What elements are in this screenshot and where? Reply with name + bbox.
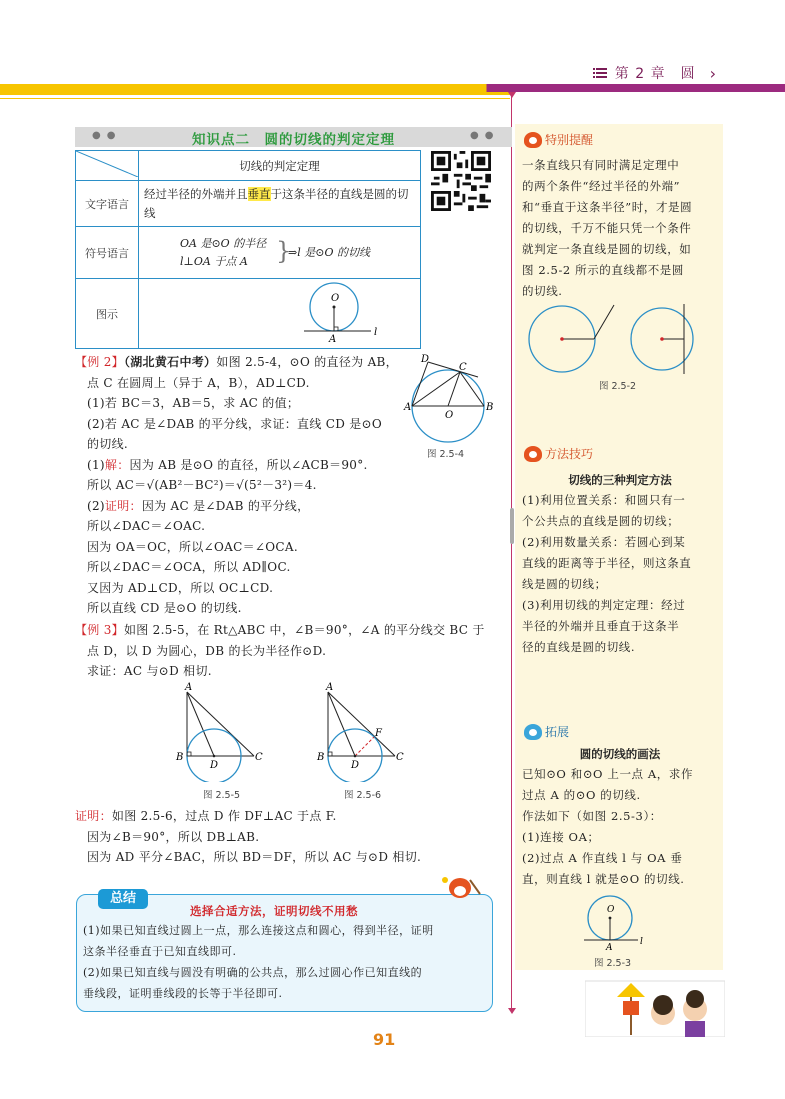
scroll-thumb[interactable] <box>510 508 514 544</box>
figure-2-5-5 <box>174 682 274 782</box>
tip-line: 的切线. <box>522 284 563 298</box>
fig4-label-D: D <box>421 354 430 365</box>
summary-text <box>83 920 488 1004</box>
ex3-p3: 因为 AD 平分∠BAC，所以 BD＝DF，所以 AC 与⊙D 相切. <box>87 850 422 864</box>
fig6-label-F: F <box>375 728 382 739</box>
fox-mascot-icon <box>524 132 542 148</box>
ex2-s1-num: (1) <box>87 457 105 472</box>
example-3-proof <box>75 806 505 868</box>
extend-line: 已知⊙O 和⊙O 上一点 A，求作 <box>522 767 694 781</box>
section-dots-left: ●● <box>92 130 122 141</box>
method-line: 直线的距离等于半径，则这条直 <box>522 556 692 570</box>
fox-mascot-icon <box>524 446 542 462</box>
corner-diagonal <box>76 151 138 177</box>
ex2-q1: 如图 2.5-4，⊙O 的直径为 AB， <box>216 355 398 369</box>
ex2-s3-text: 因为 AC 是∠DAB 的平分线， <box>141 498 310 513</box>
section-dots-right: ●● <box>470 130 500 141</box>
ex3-q1: 如图 2.5-5，在 Rt△ABC 中，∠B＝90°，∠A 的平分线交 BC 于 <box>123 623 485 637</box>
divider-arrow-top <box>508 92 516 98</box>
brace-icon: } <box>276 236 292 265</box>
row-figure <box>139 279 421 349</box>
tip-line: 一条直线只有同时满足定理中 <box>522 158 680 172</box>
fig6-label-A: A <box>326 682 334 693</box>
cartoon-illustration <box>585 975 725 1037</box>
chapter-title: 第 2 章 圆 <box>614 66 696 82</box>
extend-line: (2)过点 A 作直线 l 与 OA 垂 <box>522 851 683 865</box>
fig4-label-B: B <box>486 402 494 413</box>
fig3-caption: 图 2.5-3 <box>593 958 632 969</box>
figure-2-5-6 <box>315 682 415 782</box>
ex3-proof-tag: 证明： <box>75 809 112 823</box>
ex2-source: （湖北黄石中考） <box>123 355 217 369</box>
tip-line: 的切线，千万不能只凭一个条件 <box>522 221 692 235</box>
fig5-caption: 图 2.5-5 <box>202 790 241 801</box>
method-heading <box>524 445 593 462</box>
ex3-line1 <box>75 620 505 641</box>
method-line: (3)利用切线的判定定理：经过 <box>522 598 686 612</box>
header-band <box>0 84 785 92</box>
table-corner <box>76 151 139 181</box>
tip-heading-text: 特别提醒 <box>545 133 594 147</box>
text-pre: 经过半径的外端并且 <box>144 186 248 201</box>
ex3-q2: 点 D，以 D 为圆心，DB 的长为半径作⊙D. <box>87 643 327 658</box>
row-label-text: 文字语言 <box>76 181 139 227</box>
fig4-label-O: O <box>445 410 454 421</box>
chapter-nav[interactable] <box>593 63 717 83</box>
fig5-label-C: C <box>255 752 263 763</box>
ex2-s8: 所以直线 CD 是⊙O 的切线. <box>87 601 242 615</box>
label-O: O <box>331 293 340 304</box>
ex2-s7: 又因为 AD⊥CD，所以 OC⊥CD. <box>87 580 274 595</box>
chevron-right-icon[interactable]: › <box>709 63 717 83</box>
extend-line: (1)连接 OA； <box>522 830 600 844</box>
row-label-figure: 图示 <box>76 279 139 349</box>
ex3-p1-text: 如图 2.5-6，过点 D 作 DF⊥AC 于点 F. <box>111 809 337 823</box>
section-title: 知识点二 圆的切线的判定定理 <box>192 132 395 148</box>
ex3-p1 <box>75 806 505 827</box>
fig5-label-B: B <box>176 752 184 763</box>
extend-text <box>522 764 722 890</box>
figure-2-5-3 <box>580 894 650 952</box>
fig2-caption: 图 2.5-2 <box>598 381 637 392</box>
fig3-label-O: O <box>607 905 615 915</box>
text-post: 于这条半径的直线是圆的切线 <box>144 186 409 220</box>
ex2-s5: 因为 OA＝OC，所以∠OAC＝∠OCA. <box>87 539 298 554</box>
example-2 <box>75 352 405 619</box>
fig6-caption: 图 2.5-6 <box>343 790 382 801</box>
method-line: (1)利用位置关系：和圆只有一 <box>522 493 686 507</box>
ex3-p2: 因为∠B＝90°，所以 DB⊥AB. <box>87 829 260 844</box>
row-text-language <box>139 181 421 227</box>
ex2-solution-tag: 解： <box>104 457 130 472</box>
summary-title: 选择合适方法，证明切线不用愁 <box>190 904 358 918</box>
ex2-s1-text: 因为 AB 是⊙O 的直径，所以∠ACB＝90°. <box>129 457 368 472</box>
ex2-tag: 【例 2】 <box>75 355 124 369</box>
extend-line: 作法如下（如图 2.5-3）： <box>522 809 662 823</box>
fig4-caption: 图 2.5-4 <box>426 449 465 460</box>
ex2-s6: 所以∠DAC＝∠OCA，所以 AD∥OC. <box>87 560 291 574</box>
column-divider <box>511 92 512 1010</box>
method-line: 径的直线是圆的切线. <box>522 640 636 654</box>
summary-line1: (1)如果已知直线过圆上一点，那么连接这点和圆心，得到半径，证明 <box>83 924 434 937</box>
figure-2-5-2 <box>522 300 722 378</box>
method-title: 切线的三种判定方法 <box>568 473 672 487</box>
theorem-table <box>75 150 421 349</box>
fig3-label-l: l <box>640 937 643 947</box>
qr-code-icon[interactable] <box>431 151 491 211</box>
method-text <box>522 490 722 658</box>
tip-line: 图 2.5-2 所示的直线都不是圆 <box>522 263 685 277</box>
symbol-line2: l⊥OA 于点 A <box>180 254 248 268</box>
row-label-symbol: 符号语言 <box>76 227 139 279</box>
ex2-line1 <box>75 352 405 373</box>
ex2-q4: (2)若 AC 是∠DAB 的平分线，求证：直线 CD 是⊙O <box>87 416 383 431</box>
header-rule-thin <box>0 98 510 99</box>
extend-line: 过点 A 的⊙O 的切线. <box>522 788 641 802</box>
tip-heading <box>524 131 593 148</box>
method-line: 线是圆的切线； <box>522 577 607 591</box>
header-rule <box>0 92 510 95</box>
page-number: 91 <box>373 1030 396 1049</box>
method-line: (2)利用数量关系：若圆心到某 <box>522 535 686 549</box>
ex2-proof-tag: 证明： <box>104 498 142 513</box>
fig6-label-D: D <box>351 760 360 771</box>
fox-mascot-icon <box>440 874 482 900</box>
fig6-label-C: C <box>396 752 404 763</box>
tip-line: 的两个条件“经过半径的外端” <box>522 179 681 193</box>
ex2-s1 <box>75 455 405 476</box>
ex2-s3-num: (2) <box>87 498 105 513</box>
symbol-result: ⇒l 是⊙O 的切线 <box>288 245 370 259</box>
ex2-q2: 点 C 在圆周上（异于 A，B），AD⊥CD. <box>87 375 310 390</box>
label-l: l <box>374 327 378 338</box>
extend-heading-text: 拓展 <box>545 725 570 739</box>
fig4-label-C: C <box>459 362 467 373</box>
fig5-label-D: D <box>210 760 219 771</box>
ex2-q3: (1)若 BC＝3，AB＝5，求 AC 的值； <box>87 396 300 410</box>
example-3 <box>75 620 505 682</box>
method-line: 半径的外端并且垂直于这条半 <box>522 619 680 633</box>
summary-line3: (2)如果已知直线与圆没有明确的公共点，那么过圆心作已知直线的 <box>83 966 423 979</box>
tangent-figure <box>139 279 420 345</box>
ex3-tag: 【例 3】 <box>75 623 124 637</box>
label-A: A <box>329 334 337 345</box>
ex3-q3: 求证：AC 与⊙D 相切. <box>87 664 212 678</box>
fig3-label-A: A <box>606 943 613 952</box>
extend-title: 圆的切线的画法 <box>579 747 661 761</box>
tip-line: 就判定一条直线是圆的切线，如 <box>522 242 692 256</box>
highlight-perpendicular: 垂直 <box>247 186 271 201</box>
ex2-q5: 的切线. <box>87 437 129 451</box>
ex2-s3 <box>75 496 405 517</box>
globe-icon <box>524 724 542 740</box>
method-heading-text: 方法技巧 <box>545 447 594 461</box>
summary-line2: 这条半径垂直于已知直线即可. <box>83 945 237 958</box>
extend-line: 直，则直线 l 就是⊙O 的切线. <box>522 872 685 886</box>
fig4-label-A: A <box>404 402 412 413</box>
summary-tab: 总结 <box>98 889 148 909</box>
symbol-line1: OA 是⊙O 的半径 <box>180 236 267 250</box>
divider-arrow-bottom <box>508 1008 516 1014</box>
extend-heading <box>524 723 569 740</box>
tip-line: 和“垂直于这条半径”时，才是圆 <box>522 200 693 214</box>
table-head: 切线的判定定理 <box>139 151 421 181</box>
menu-icon[interactable] <box>593 68 607 79</box>
figure-2-5-4 <box>403 350 498 460</box>
method-line: 个公共点的直线是圆的切线； <box>522 514 680 528</box>
tip-text <box>522 155 722 302</box>
row-symbol-language <box>139 227 421 279</box>
ex2-s4: 所以∠DAC＝∠OAC. <box>87 519 206 533</box>
summary-line4: 垂线段，证明垂线段的长等于半径即可. <box>83 987 283 1000</box>
ex2-s2: 所以 AC＝√(AB²－BC²)＝√(5²－3²)＝4. <box>87 478 317 492</box>
fig6-label-B: B <box>317 752 325 763</box>
fig5-label-A: A <box>185 682 193 693</box>
